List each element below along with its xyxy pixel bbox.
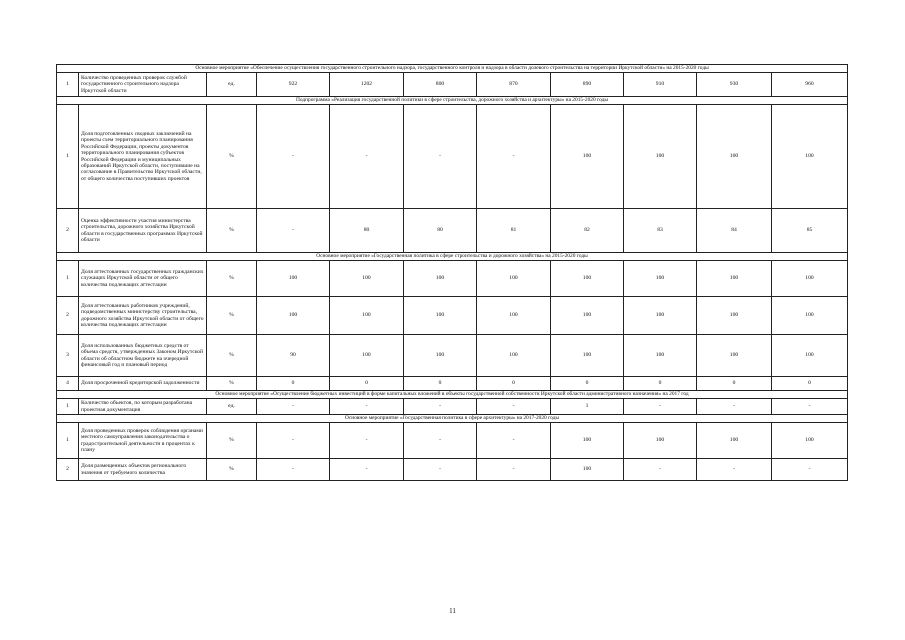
value-cell: 930 bbox=[697, 73, 772, 97]
value-cell: - bbox=[772, 399, 848, 415]
value-cell: 84 bbox=[697, 209, 772, 253]
value-cell: 100 bbox=[257, 297, 330, 335]
value-cell: 100 bbox=[257, 261, 330, 297]
value-cell: 0 bbox=[330, 377, 404, 391]
value-cell: 100 bbox=[404, 297, 477, 335]
section-header-row bbox=[57, 65, 848, 73]
row-number: 1 bbox=[57, 423, 79, 459]
value-cell: - bbox=[330, 423, 404, 459]
unit-cell: % bbox=[207, 423, 257, 459]
value-cell: 100 bbox=[477, 335, 551, 377]
value-cell: 890 bbox=[551, 73, 624, 97]
value-cell: 1 bbox=[551, 399, 624, 415]
value-cell: - bbox=[404, 105, 477, 209]
indicators-table bbox=[56, 64, 848, 481]
value-cell: - bbox=[624, 399, 697, 415]
value-cell: 100 bbox=[624, 297, 697, 335]
value-cell: 100 bbox=[551, 459, 624, 481]
value-cell: 960 bbox=[772, 73, 848, 97]
value-cell: 100 bbox=[477, 297, 551, 335]
value-cell: 100 bbox=[624, 423, 697, 459]
value-cell: 100 bbox=[624, 105, 697, 209]
value-cell: 80 bbox=[404, 209, 477, 253]
value-cell: - bbox=[477, 423, 551, 459]
value-cell: 100 bbox=[404, 335, 477, 377]
value-cell: 100 bbox=[697, 297, 772, 335]
indicator-name: Количество проведенных проверок службой государственного строительного надзора Иркутской области bbox=[79, 73, 207, 97]
value-cell: - bbox=[257, 423, 330, 459]
value-cell: 800 bbox=[404, 73, 477, 97]
section-header-row bbox=[57, 415, 848, 423]
unit-cell: ед. bbox=[207, 399, 257, 415]
unit-cell: % bbox=[207, 209, 257, 253]
value-cell: 100 bbox=[772, 423, 848, 459]
table-row bbox=[57, 377, 848, 391]
value-cell: 81 bbox=[477, 209, 551, 253]
value-cell: 80 bbox=[330, 209, 404, 253]
section-title: Подпрограмма «Реализация государственной политики в сфере строительства, дорожного хозяйства и архитектуры» на 2015-2020 годы bbox=[57, 97, 848, 105]
value-cell: - bbox=[697, 399, 772, 415]
value-cell: 83 bbox=[624, 209, 697, 253]
unit-cell: % bbox=[207, 459, 257, 481]
value-cell: - bbox=[404, 459, 477, 481]
row-number: 1 bbox=[57, 105, 79, 209]
value-cell: 100 bbox=[697, 423, 772, 459]
value-cell: 0 bbox=[697, 377, 772, 391]
value-cell: - bbox=[257, 459, 330, 481]
value-cell: 100 bbox=[697, 105, 772, 209]
table-row bbox=[57, 297, 848, 335]
section-header-row bbox=[57, 253, 848, 261]
value-cell: - bbox=[624, 459, 697, 481]
value-cell: 870 bbox=[477, 73, 551, 97]
section-header-row bbox=[57, 391, 848, 399]
value-cell: 82 bbox=[551, 209, 624, 253]
section-title: Основное мероприятие «Осуществление бюджетных инвестиций в форме капитальных вложений в объекты государственной собственности Иркутской области административного назначения» на 2017 год bbox=[57, 391, 848, 399]
value-cell: - bbox=[404, 423, 477, 459]
indicator-name: Доля размещенных объектов регионального значения от требуемого количества bbox=[79, 459, 207, 481]
value-cell: - bbox=[330, 459, 404, 481]
value-cell: 100 bbox=[330, 297, 404, 335]
table-row bbox=[57, 335, 848, 377]
table-body bbox=[57, 65, 848, 481]
indicator-name: Доля использованных бюджетных средств от объема средств, утвержденных Законом Иркутской области об областном бюджете на очередной финансовый год и плановый период bbox=[79, 335, 207, 377]
value-cell: - bbox=[477, 399, 551, 415]
row-number: 1 bbox=[57, 261, 79, 297]
value-cell: 100 bbox=[624, 335, 697, 377]
value-cell: 0 bbox=[772, 377, 848, 391]
value-cell: 910 bbox=[624, 73, 697, 97]
indicator-name: Доля аттестованных работников учреждений, подведомственных министерству строительства, дорожного хозяйства Иркутской области от общего количества подлежащих аттестации bbox=[79, 297, 207, 335]
value-cell: - bbox=[330, 105, 404, 209]
value-cell: 100 bbox=[772, 105, 848, 209]
value-cell: 1202 bbox=[330, 73, 404, 97]
value-cell: 100 bbox=[624, 261, 697, 297]
value-cell: 100 bbox=[551, 335, 624, 377]
value-cell: 100 bbox=[697, 261, 772, 297]
value-cell: 922 bbox=[257, 73, 330, 97]
indicator-name: Оценка эффективности участия министерства строительства, дорожного хозяйства Иркутской области в государственных программах Иркутской области bbox=[79, 209, 207, 253]
value-cell: - bbox=[772, 459, 848, 481]
value-cell: 0 bbox=[624, 377, 697, 391]
unit-cell: % bbox=[207, 105, 257, 209]
table-row bbox=[57, 459, 848, 481]
value-cell: 100 bbox=[551, 297, 624, 335]
value-cell: - bbox=[477, 105, 551, 209]
section-title: Основное мероприятие «Обеспечение осуществления государственного строительного надзора, государственного контроля и надзора в области долевого строительства на территории Иркутской области» на 2015-2020 годы bbox=[57, 65, 848, 73]
value-cell: 0 bbox=[404, 377, 477, 391]
value-cell: 0 bbox=[257, 377, 330, 391]
value-cell: 0 bbox=[551, 377, 624, 391]
indicator-name: Доля просроченной кредиторской задолженности bbox=[79, 377, 207, 391]
value-cell: - bbox=[257, 105, 330, 209]
indicator-name: Доля аттестованных государственных гражданских служащих Иркутской области от общего количества подлежащих аттестации bbox=[79, 261, 207, 297]
table-row bbox=[57, 73, 848, 97]
value-cell: - bbox=[257, 399, 330, 415]
table-row bbox=[57, 105, 848, 209]
indicator-name: Доля проведенных проверок соблюдения органами местного самоуправления законодательства о градостроительной деятельности в процентах к плану bbox=[79, 423, 207, 459]
value-cell: 100 bbox=[551, 261, 624, 297]
row-number: 3 bbox=[57, 335, 79, 377]
value-cell: 90 bbox=[257, 335, 330, 377]
value-cell: 100 bbox=[772, 335, 848, 377]
value-cell: 100 bbox=[697, 335, 772, 377]
value-cell: - bbox=[330, 399, 404, 415]
value-cell: - bbox=[404, 399, 477, 415]
section-title: Основное мероприятие «Государственная политика в сфере архитектуры» на 2017-2020 годы bbox=[57, 415, 848, 423]
row-number: 4 bbox=[57, 377, 79, 391]
indicator-name: Количество объектов, по которым разработана проектная документация bbox=[79, 399, 207, 415]
unit-cell: % bbox=[207, 377, 257, 391]
unit-cell: ед. bbox=[207, 73, 257, 97]
unit-cell: % bbox=[207, 261, 257, 297]
value-cell: 100 bbox=[772, 297, 848, 335]
value-cell: 100 bbox=[551, 105, 624, 209]
table-row bbox=[57, 399, 848, 415]
table-row bbox=[57, 209, 848, 253]
value-cell: 100 bbox=[404, 261, 477, 297]
value-cell: 0 bbox=[477, 377, 551, 391]
indicator-name: Доля подготовленных сводных заключений на проекты схем территориального планирования Российской Федерации, проекты документов территориального планирования субъектов Российской Федерации и муниципальных образований Иркутской области, поступившие на согласование в Правительство Иркутской области, от общего количества поступивших проектов bbox=[79, 105, 207, 209]
section-title: Основное мероприятие «Государственная политика в сфере строительства и дорожного хозяйства» на 2015-2020 годы bbox=[57, 253, 848, 261]
unit-cell: % bbox=[207, 335, 257, 377]
section-header-row bbox=[57, 97, 848, 105]
row-number: 2 bbox=[57, 209, 79, 253]
unit-cell: % bbox=[207, 297, 257, 335]
table-row bbox=[57, 261, 848, 297]
value-cell: - bbox=[477, 459, 551, 481]
value-cell: 100 bbox=[477, 261, 551, 297]
value-cell: 100 bbox=[551, 423, 624, 459]
value-cell: 100 bbox=[330, 261, 404, 297]
value-cell: - bbox=[697, 459, 772, 481]
value-cell: - bbox=[257, 209, 330, 253]
table-row bbox=[57, 423, 848, 459]
row-number: 2 bbox=[57, 297, 79, 335]
value-cell: 100 bbox=[330, 335, 404, 377]
page-number: 11 bbox=[449, 607, 456, 615]
value-cell: 85 bbox=[772, 209, 848, 253]
row-number: 1 bbox=[57, 73, 79, 97]
value-cell: 100 bbox=[772, 261, 848, 297]
row-number: 1 bbox=[57, 399, 79, 415]
row-number: 2 bbox=[57, 459, 79, 481]
